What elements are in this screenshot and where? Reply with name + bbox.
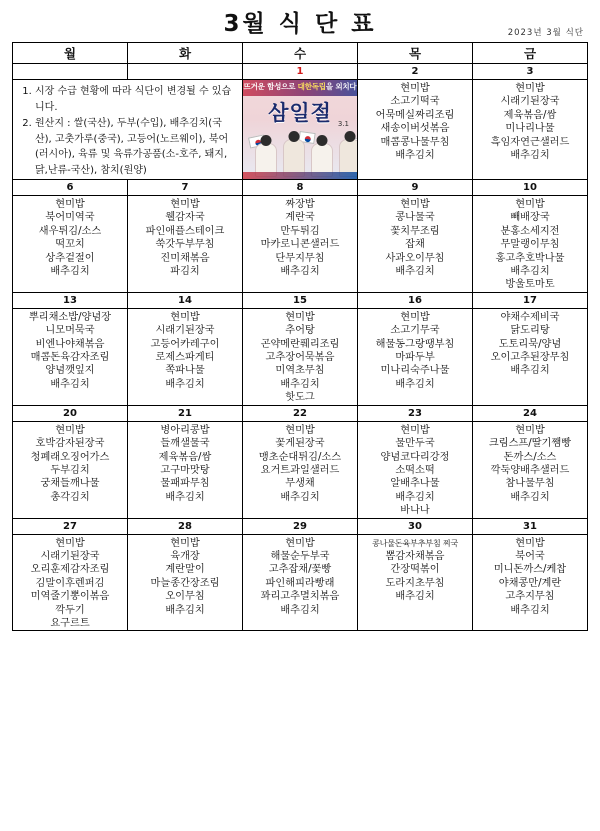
menu-item: 배추김치 xyxy=(510,365,550,377)
menu-item: 잡채 xyxy=(405,239,425,251)
day-number: 1 xyxy=(243,64,358,80)
menu-item: 상추겉절이 xyxy=(45,252,95,264)
menu-item: 알배추나물 xyxy=(390,478,440,490)
menu-item: 해물동그랑땡부침 xyxy=(375,338,455,350)
day-menu-cell xyxy=(13,196,128,293)
weekday-header-wed: 수 xyxy=(243,43,358,64)
menu-item: 파인해피라빵래 xyxy=(265,577,335,589)
menu-item: 현미밥 xyxy=(55,424,85,436)
menu-item: 배추김치 xyxy=(395,150,435,162)
day-menu-cell xyxy=(358,421,473,518)
day-menu-cell xyxy=(358,534,473,631)
day-number xyxy=(128,64,243,80)
menu-item: 고추장어묵볶음 xyxy=(265,352,335,364)
weekday-header-fri: 금 xyxy=(473,43,588,64)
menu-item: 미역초무침 xyxy=(275,365,325,377)
day-number: 9 xyxy=(358,180,473,196)
day-menu-cell xyxy=(13,308,128,405)
menu-item: 도라지초무침 xyxy=(385,577,445,589)
weekday-header-row xyxy=(13,43,588,64)
menu-item: 현미밥 xyxy=(400,424,430,436)
poster-tagline: 뜨거운 함성으로 대한독립을 외치다 xyxy=(243,82,357,91)
menu-item: 현미밥 xyxy=(285,537,315,549)
day-menu-cell xyxy=(358,80,473,180)
day-menu-cell xyxy=(243,308,358,405)
menu-list xyxy=(358,309,472,391)
menu-item: 니모머묵국 xyxy=(45,325,95,337)
day-number: 3 xyxy=(473,64,588,80)
menu-item: 배추김치 xyxy=(395,491,435,503)
menu-item: 요거트과일샐러드 xyxy=(260,464,340,476)
menu-item: 도토리묵/양념 xyxy=(498,338,562,350)
menu-item: 김말이후렌퍼김 xyxy=(35,577,105,589)
menu-item: 진미채볶음 xyxy=(160,252,210,264)
menu-list xyxy=(13,535,127,631)
origin-notice-cell xyxy=(13,80,243,180)
day-number: 28 xyxy=(128,518,243,534)
weekday-header-mon: 월 xyxy=(13,43,128,64)
menu-item: 떡꼬치 xyxy=(55,239,85,251)
day-menu-cell xyxy=(473,308,588,405)
day-menu-cell xyxy=(473,421,588,518)
menu-table xyxy=(12,42,588,631)
day-content-row xyxy=(13,421,588,518)
menu-item: 계란말이 xyxy=(165,564,205,576)
holiday-poster-cell xyxy=(243,80,358,180)
menu-item: 고등어카레구이 xyxy=(150,338,220,350)
menu-item: 물패파무침 xyxy=(160,478,210,490)
menu-item: 오이고추된장무침 xyxy=(490,352,570,364)
day-number: 17 xyxy=(473,292,588,308)
menu-item: 빼배장국 xyxy=(510,212,550,224)
menu-item: 쪽파나물 xyxy=(165,365,205,377)
day-menu-cell xyxy=(128,196,243,293)
day-number: 20 xyxy=(13,405,128,421)
day-number: 31 xyxy=(473,518,588,534)
poster-date: 3.1 xyxy=(337,120,349,128)
menu-item: 현미밥 xyxy=(285,311,315,323)
menu-item: 현미밥 xyxy=(515,199,545,210)
menu-item: 청폐래오징어가스 xyxy=(30,451,110,463)
day-menu-cell xyxy=(473,80,588,180)
day-number: 23 xyxy=(358,405,473,421)
menu-list xyxy=(358,422,472,518)
menu-item: 만두튀김 xyxy=(280,225,320,237)
menu-item: 물만두국 xyxy=(395,438,435,450)
day-number-row xyxy=(13,180,588,196)
day-number: 7 xyxy=(128,180,243,196)
menu-table-body xyxy=(13,64,588,631)
menu-item: 새우튀김/소스 xyxy=(38,225,102,237)
menu-item: 현미밥 xyxy=(515,424,545,436)
menu-list xyxy=(128,309,242,391)
menu-item: 매콤콩나물무침 xyxy=(380,136,450,148)
day-menu-cell xyxy=(473,534,588,631)
menu-item: 배추김치 xyxy=(165,604,205,616)
menu-item: 핫도그 xyxy=(285,392,315,404)
menu-item: 바나나 xyxy=(400,505,430,517)
day-number: 29 xyxy=(243,518,358,534)
weekday-header-tue: 화 xyxy=(128,43,243,64)
day-number: 15 xyxy=(243,292,358,308)
menu-item: 마파두부 xyxy=(395,352,435,364)
menu-list xyxy=(243,422,357,504)
menu-item: 계란국 xyxy=(285,212,315,224)
menu-list xyxy=(243,196,357,278)
menu-list xyxy=(358,535,472,604)
menu-item: 배추김치 xyxy=(280,491,320,503)
menu-item: 현미밥 xyxy=(515,83,545,94)
menu-item: 깍둑양배추샐러드 xyxy=(490,464,570,476)
menu-item: 배추김치 xyxy=(510,491,550,503)
day-number xyxy=(13,64,128,80)
day-content-row xyxy=(13,196,588,293)
menu-item: 사과오이무침 xyxy=(385,252,445,264)
menu-item: 닭도리탕 xyxy=(510,325,550,337)
menu-list xyxy=(473,196,587,292)
origin-notice xyxy=(13,80,242,178)
menu-item: 현미밥 xyxy=(170,537,200,549)
menu-item: 시래기된장국 xyxy=(500,96,560,108)
day-content-row xyxy=(13,308,588,405)
menu-item: 배추김치 xyxy=(510,266,550,278)
menu-item: 시래기된장국 xyxy=(155,325,215,337)
menu-item: 배추김치 xyxy=(395,591,435,603)
day-content-row xyxy=(13,534,588,631)
menu-item: 고구마맛탕 xyxy=(160,464,210,476)
menu-item: 돈까스/소스 xyxy=(503,451,557,463)
menu-item: 오이무침 xyxy=(165,591,205,603)
menu-item: 무말랭이무침 xyxy=(500,239,560,251)
weekday-header-thu: 목 xyxy=(358,43,473,64)
menu-item: 시래기된장국 xyxy=(40,550,100,562)
menu-item: 추어탕 xyxy=(285,325,315,337)
menu-item: 양념깻잎지 xyxy=(45,365,95,377)
menu-item: 야채콩만/계란 xyxy=(498,577,562,589)
menu-item: 배추김치 xyxy=(395,266,435,278)
menu-item: 현미밥 xyxy=(55,537,85,549)
menu-item: 요구르트 xyxy=(50,617,90,629)
samiljeol-poster xyxy=(243,80,357,179)
day-number: 21 xyxy=(128,405,243,421)
menu-list xyxy=(473,309,587,378)
menu-item: 소떡소떡 xyxy=(395,464,435,476)
menu-item: 북어국 xyxy=(515,550,545,562)
day-number: 10 xyxy=(473,180,588,196)
menu-item: 꽃게된장국 xyxy=(275,438,325,450)
menu-list xyxy=(13,309,127,391)
menu-item: 배추김치 xyxy=(510,604,550,616)
menu-item: 미역줄기뽕이볶음 xyxy=(30,591,110,603)
menu-item: 크림스프/딸기쨈빵 xyxy=(488,438,572,450)
menu-item: 총각김치 xyxy=(50,491,90,503)
menu-item: 현미밥 xyxy=(55,199,85,210)
menu-item: 배추김치 xyxy=(50,378,90,390)
menu-item: 분홍소세지전 xyxy=(500,225,560,237)
menu-item: 웰감자국 xyxy=(165,212,205,224)
day-menu-cell xyxy=(128,534,243,631)
menu-item: 북어미역국 xyxy=(45,212,95,224)
day-number: 27 xyxy=(13,518,128,534)
menu-item: 참나물무침 xyxy=(505,478,555,490)
day-number: 6 xyxy=(13,180,128,196)
menu-list xyxy=(473,535,587,617)
menu-item: 배추김치 xyxy=(280,266,320,278)
menu-item: 매콤돈육감자조림 xyxy=(30,352,110,364)
menu-item: 콩나물돈육부추부침 찌국 xyxy=(371,537,458,548)
day-menu-cell xyxy=(128,308,243,405)
menu-item: 무생채 xyxy=(285,478,315,490)
notice-item: 2. 원산지 : 쌀(국산), 두부(수입), 배추김치(국산), 고춧가루(중국), 고등어(노르웨이), 북어(러시아), 육류 및 육류가공품(소-호주, 돼지,닭,난류-국산), 참치(원양) xyxy=(35,116,238,178)
menu-item: 뿌리채소밥/양념장 xyxy=(28,311,112,323)
menu-list xyxy=(358,196,472,278)
menu-item: 배추김치 xyxy=(50,266,90,278)
menu-item: 현미밥 xyxy=(170,199,200,210)
menu-item: 로제스파게티 xyxy=(155,352,215,364)
menu-item: 오리훈제감자조림 xyxy=(30,564,110,576)
day-menu-cell xyxy=(243,534,358,631)
menu-item: 파인애플스테이크 xyxy=(145,225,225,237)
poster-bottom-banner xyxy=(243,172,357,179)
day-number: 8 xyxy=(243,180,358,196)
day-menu-cell xyxy=(13,534,128,631)
menu-item: 해물순두부국 xyxy=(270,550,330,562)
day-number: 24 xyxy=(473,405,588,421)
day-menu-cell xyxy=(243,421,358,518)
day-number-row xyxy=(13,405,588,421)
menu-list xyxy=(128,535,242,617)
day-menu-cell xyxy=(243,196,358,293)
menu-item: 들깨샐물국 xyxy=(160,438,210,450)
menu-item: 현미밥 xyxy=(170,311,200,323)
menu-item: 어묵메실짜리조림 xyxy=(375,109,455,121)
day-number-row xyxy=(13,518,588,534)
menu-item: 방울토마토 xyxy=(505,279,555,291)
menu-item: 콩나물국 xyxy=(395,212,435,224)
menu-item: 궁채들깨나물 xyxy=(40,478,100,490)
menu-item: 병아리콩밥 xyxy=(160,424,210,436)
menu-list xyxy=(13,196,127,278)
day-menu-cell xyxy=(13,421,128,518)
day-menu-cell xyxy=(358,196,473,293)
day-number: 13 xyxy=(13,292,128,308)
day-menu-cell xyxy=(473,196,588,293)
menu-item: 현미밥 xyxy=(400,83,430,94)
menu-item: 야채수제비국 xyxy=(500,311,560,323)
day-menu-cell xyxy=(128,421,243,518)
menu-item: 홍고추호박나물 xyxy=(495,252,565,264)
menu-item: 꽃치무조림 xyxy=(390,225,440,237)
menu-item: 배추김치 xyxy=(165,378,205,390)
menu-item: 배추김치 xyxy=(395,378,435,390)
menu-item: 배추김치 xyxy=(510,150,550,162)
menu-item: 양념코다리강정 xyxy=(380,451,450,463)
menu-item: 현미밥 xyxy=(400,199,430,210)
menu-item: 고추잡채/꽃빵 xyxy=(268,564,332,576)
menu-item: 마카로니콘샐러드 xyxy=(260,239,340,251)
menu-item: 소고기떡국 xyxy=(390,96,440,108)
menu-item: 두부김치 xyxy=(50,464,90,476)
day-number: 14 xyxy=(128,292,243,308)
menu-item: 마늘종간장조림 xyxy=(150,577,220,589)
menu-item: 짜장밥 xyxy=(285,199,315,210)
poster-illustration xyxy=(243,133,357,177)
menu-item: 흑임자연근샐러드 xyxy=(490,136,570,148)
menu-item: 미나리숙주나물 xyxy=(380,365,450,377)
day-menu-cell xyxy=(358,308,473,405)
menu-item: 깍두기 xyxy=(55,604,85,616)
day-number: 16 xyxy=(358,292,473,308)
menu-item: 현미밥 xyxy=(515,537,545,549)
menu-item: 호박감자된장국 xyxy=(35,438,105,450)
page-title: 3월 식 단 표 xyxy=(223,11,377,37)
menu-item: 쑥갓두부무침 xyxy=(155,239,215,251)
notice-item: 1. 시장 수급 현황에 따라 식단이 변경될 수 있습니다. xyxy=(35,84,238,115)
menu-list xyxy=(243,535,357,617)
menu-item: 현미밥 xyxy=(285,424,315,436)
day-number: 30 xyxy=(358,518,473,534)
menu-list xyxy=(473,422,587,504)
menu-item: 맹초순대튀김/소스 xyxy=(258,451,342,463)
menu-list xyxy=(473,80,587,162)
menu-item: 비엔나야채볶음 xyxy=(35,338,105,350)
menu-list xyxy=(128,422,242,504)
menu-item: 배추김치 xyxy=(280,604,320,616)
menu-item: 육개장 xyxy=(170,550,200,562)
menu-item: 배추김치 xyxy=(280,378,320,390)
title-meta: 2023년 3월 식단 xyxy=(507,28,584,38)
menu-item: 제육볶음/쌈 xyxy=(158,451,212,463)
menu-item: 배추김치 xyxy=(165,491,205,503)
menu-list xyxy=(128,196,242,278)
menu-item: 고추지무침 xyxy=(505,591,555,603)
menu-item: 뽐감자채볶음 xyxy=(385,550,445,562)
poster-headline: 삼일절 xyxy=(268,101,332,125)
menu-item: 꽈리고추멸치볶음 xyxy=(260,591,340,603)
menu-item: 파김치 xyxy=(170,266,200,278)
menu-list xyxy=(243,309,357,405)
menu-item: 현미밥 xyxy=(400,311,430,323)
menu-list xyxy=(358,80,472,162)
day-content-row xyxy=(13,80,588,180)
day-number-row xyxy=(13,292,588,308)
day-number: 2 xyxy=(358,64,473,80)
day-number: 22 xyxy=(243,405,358,421)
menu-list xyxy=(13,422,127,504)
menu-item: 곤약메란풰리조림 xyxy=(260,338,340,350)
menu-item: 제육볶음/쌈 xyxy=(503,109,557,121)
menu-item: 소고기무국 xyxy=(390,325,440,337)
menu-item: 미니돈까스/케찹 xyxy=(493,564,567,576)
title-row xyxy=(12,8,588,42)
menu-item: 간장떡볶이 xyxy=(390,564,440,576)
menu-item: 단무지무침 xyxy=(275,252,325,264)
menu-item: 새송이버섯볶음 xyxy=(380,123,450,135)
menu-item: 미나리나물 xyxy=(505,123,555,135)
day-number-row xyxy=(13,64,588,80)
